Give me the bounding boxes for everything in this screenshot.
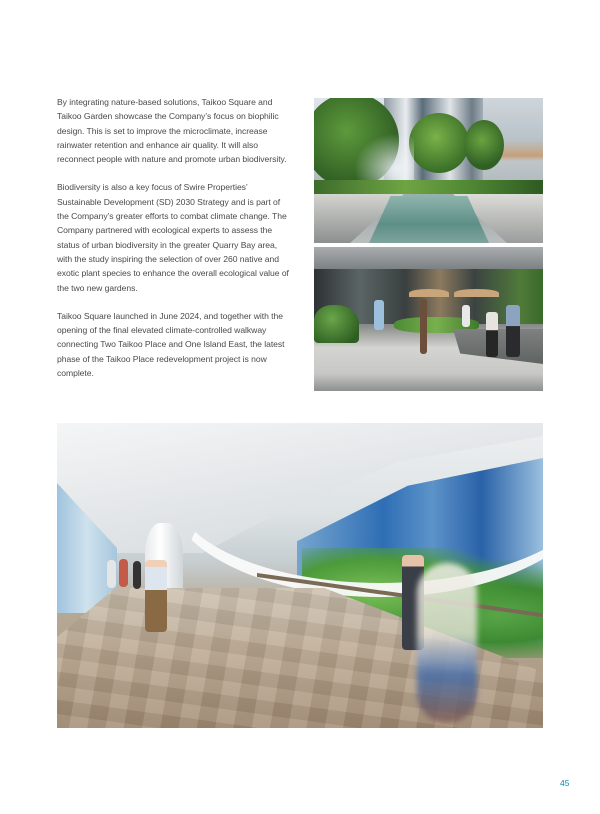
paragraph-biodiversity: Biodiversity is also a key focus of Swire Properties’ Sustainable Development (SD) 2030 Strategy and is part of the Company’s greater efforts to combat climate change. The Company partnered with ecological experts to assess the status of urban biodiversity in the greater Quarry Bay area, with the study inspiring the selection of over 260 native and exotic plant species to enhance the overall ecological value of the two new gardens.: [57, 182, 289, 293]
paragraph-biophilic-design: By integrating nature-based solutions, Taikoo Square and Taikoo Garden showcase the Company’s focus on biophilic design. This is set to improve the microclimate, increase rainwater retention and enhance air quality. It will also reconnect people with nature and promote urban biodiversity.: [57, 97, 287, 165]
person-shape: [145, 560, 167, 632]
person-shape: [506, 305, 520, 357]
tree-shape: [464, 120, 504, 170]
person-shape: [107, 560, 116, 588]
hedge-shape: [314, 180, 543, 194]
page-number: 45: [560, 778, 570, 788]
curved-beam-shape: [167, 423, 543, 597]
photo-elevated-walkway: [57, 423, 543, 728]
umbrella-shape: [409, 289, 449, 297]
canopy-shape: [314, 247, 543, 269]
person-shape: [486, 312, 498, 357]
person-shape: [119, 559, 128, 587]
body-text-column: [57, 95, 293, 394]
paragraph-taikoo-square-launch: Taikoo Square launched in June 2024, and together with the opening of the final elevated climate-controlled walkway connecting Two Taikoo Place and One Island East, the latest phase of the Taikoo Place redevelopment project is now complete.: [57, 310, 285, 379]
bush-shape: [314, 305, 359, 343]
person-shape: [462, 305, 470, 327]
person-shape: [374, 300, 384, 330]
photo-garden-fountain: [314, 98, 543, 243]
tree-shape: [409, 113, 469, 173]
umbrella-shape: [454, 289, 499, 297]
photo-plaza: [314, 247, 543, 391]
person-shape: [133, 561, 141, 589]
sculpture-shape: [420, 299, 427, 354]
planter-shape: [453, 329, 543, 364]
motion-blur-person-shape: [417, 563, 477, 723]
